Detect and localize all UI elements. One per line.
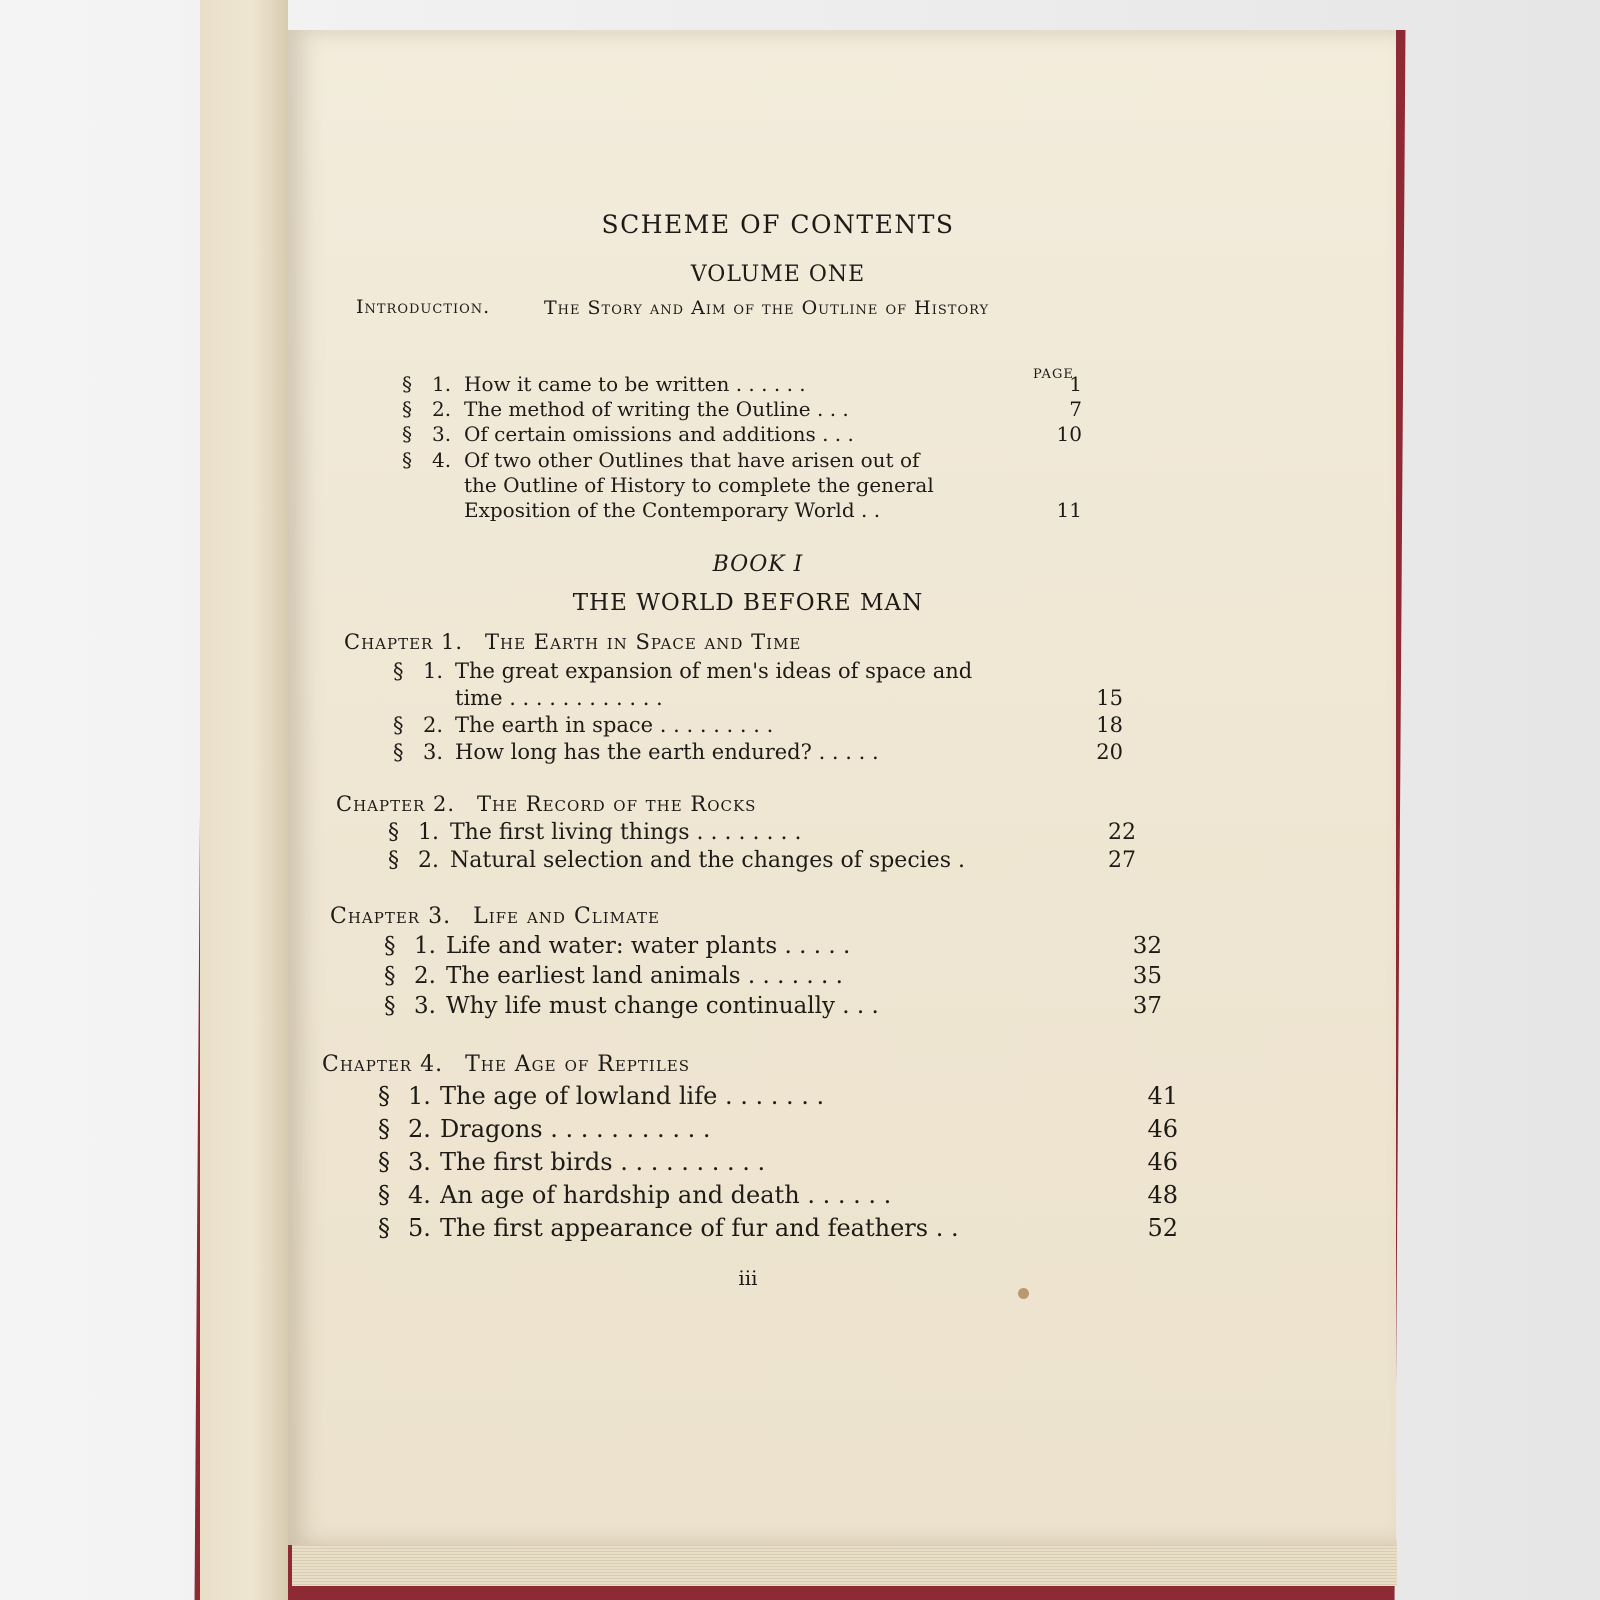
list-item bbox=[378, 1148, 1178, 1176]
section-symbol: § bbox=[388, 820, 399, 845]
page-ref: 22 bbox=[1108, 820, 1136, 845]
section-symbol: § bbox=[402, 422, 412, 446]
part-heading: THE WORLD BEFORE MAN bbox=[572, 590, 924, 616]
list-item bbox=[402, 448, 1082, 523]
section-title-line: the Outline of History to complete the general bbox=[464, 473, 934, 497]
section-title: Dragons bbox=[440, 1115, 543, 1143]
leader-dots: . . . . . . . . . . . . bbox=[509, 686, 663, 710]
section-symbol: § bbox=[384, 993, 396, 1019]
section-title-line: time bbox=[455, 686, 503, 710]
section-symbol: § bbox=[378, 1214, 390, 1242]
chapter-label: Chapter 1. bbox=[344, 630, 464, 654]
section-title: The first living things bbox=[450, 820, 690, 845]
book-heading: BOOK I bbox=[712, 552, 804, 577]
leader-dots: . . . . . . . bbox=[747, 963, 843, 989]
chapter-heading bbox=[330, 904, 660, 929]
section-number: 2. bbox=[432, 397, 452, 421]
list-item bbox=[393, 658, 1123, 712]
volume-heading: VOLUME ONE bbox=[690, 262, 866, 287]
chapter-heading bbox=[344, 630, 801, 654]
list-item bbox=[402, 397, 1082, 421]
section-number: 1. bbox=[414, 933, 436, 959]
section-title-line: Exposition of the Contemporary World bbox=[464, 498, 855, 522]
chapter-heading bbox=[322, 1052, 690, 1077]
section-symbol: § bbox=[384, 963, 396, 989]
page-column-header: PAGE bbox=[1033, 367, 1074, 382]
page-edges bbox=[292, 1540, 1397, 1586]
page-ref: 18 bbox=[1096, 713, 1123, 737]
page-ref: 48 bbox=[1147, 1181, 1178, 1209]
section-number: 2. bbox=[408, 1115, 431, 1143]
section-title: How long has the earth endured? bbox=[455, 740, 812, 764]
list-item bbox=[378, 1115, 1178, 1143]
leader-dots: . . . . . bbox=[784, 933, 851, 959]
page-ref: 27 bbox=[1108, 848, 1136, 873]
section-title: The earliest land animals bbox=[446, 963, 741, 989]
list-item bbox=[402, 422, 1082, 446]
section-symbol: § bbox=[393, 713, 404, 737]
section-number: 4. bbox=[408, 1181, 431, 1209]
page-ref: 11 bbox=[1056, 498, 1082, 522]
intro-label: Introduction. bbox=[356, 296, 491, 318]
page-ref: 41 bbox=[1147, 1082, 1178, 1110]
section-title: Of certain omissions and additions bbox=[464, 422, 816, 446]
list-item bbox=[393, 740, 1123, 764]
leader-dots: . . . bbox=[822, 422, 854, 446]
section-symbol: § bbox=[402, 372, 412, 396]
section-number: 3. bbox=[432, 422, 452, 446]
section-symbol: § bbox=[378, 1148, 390, 1176]
leader-dots: . . . . . bbox=[818, 740, 879, 764]
page-ref: 15 bbox=[1096, 686, 1123, 710]
page-number: iii bbox=[738, 1266, 758, 1290]
section-symbol: § bbox=[393, 659, 404, 683]
list-item bbox=[384, 993, 1162, 1019]
page-ref: 20 bbox=[1096, 740, 1123, 764]
page-ref: 37 bbox=[1132, 993, 1162, 1019]
page-ref: 7 bbox=[1069, 397, 1082, 421]
list-item bbox=[393, 713, 1123, 737]
list-item bbox=[378, 1082, 1178, 1110]
section-symbol: § bbox=[384, 933, 396, 959]
chapter-title: The Age of Reptiles bbox=[465, 1052, 691, 1077]
section-title: The first appearance of fur and feathers bbox=[440, 1214, 929, 1242]
chapter-title: Life and Climate bbox=[473, 904, 660, 929]
leader-dots: . . . . . . bbox=[807, 1181, 892, 1209]
section-number: 1. bbox=[423, 659, 444, 683]
section-symbol: § bbox=[378, 1082, 390, 1110]
contents-sheet bbox=[288, 30, 1396, 1545]
section-number: 2. bbox=[423, 713, 444, 737]
leader-dots: . . . bbox=[842, 993, 879, 1019]
section-number: 2. bbox=[414, 963, 436, 989]
list-item bbox=[378, 1214, 1178, 1242]
section-symbol: § bbox=[402, 448, 412, 472]
chapter-label: Chapter 2. bbox=[336, 792, 456, 816]
page-ref: 46 bbox=[1147, 1115, 1178, 1143]
list-item bbox=[402, 372, 1082, 396]
section-symbol: § bbox=[378, 1115, 390, 1143]
section-title-line: The great expansion of men's ideas of space and bbox=[455, 659, 973, 683]
page-ref: 46 bbox=[1147, 1148, 1178, 1176]
list-item bbox=[384, 933, 1162, 959]
page-title: SCHEME OF CONTENTS bbox=[601, 210, 955, 239]
paper-blemish bbox=[1018, 1288, 1029, 1299]
section-title: The method of writing the Outline bbox=[464, 397, 811, 421]
chapter-heading bbox=[336, 792, 756, 816]
chapter-title: The Earth in Space and Time bbox=[485, 630, 802, 654]
leader-dots: . . . . . . . . bbox=[696, 820, 802, 845]
leader-dots: . . . . . . . . . bbox=[659, 713, 774, 737]
section-number: 5. bbox=[408, 1214, 431, 1242]
section-title: Life and water: water plants bbox=[446, 933, 778, 959]
section-title: An age of hardship and death bbox=[440, 1181, 800, 1209]
page-ref: 52 bbox=[1147, 1214, 1178, 1242]
leader-dots: . . . . . . . . . . bbox=[620, 1148, 766, 1176]
list-item bbox=[388, 820, 1136, 845]
section-number: 2. bbox=[418, 848, 439, 873]
section-number: 1. bbox=[408, 1082, 431, 1110]
section-number: 3. bbox=[414, 993, 436, 1019]
section-title-line: Of two other Outlines that have arisen out of bbox=[464, 448, 920, 472]
leader-dots: . . . . . . . . . . . bbox=[550, 1115, 711, 1143]
leader-dots: . . . . . . . bbox=[724, 1082, 825, 1110]
leader-dots: . . bbox=[860, 498, 881, 522]
section-title: How it came to be written bbox=[464, 372, 730, 396]
section-title: The first birds bbox=[440, 1148, 613, 1176]
chapter-title: The Record of the Rocks bbox=[477, 792, 757, 816]
facing-page bbox=[200, 0, 288, 1600]
page-ref: 10 bbox=[1056, 422, 1082, 446]
page-ref: 1 bbox=[1069, 372, 1082, 396]
section-number: 3. bbox=[423, 740, 444, 764]
leader-dots: . bbox=[958, 848, 965, 873]
section-title: Natural selection and the changes of species bbox=[450, 848, 951, 873]
section-title: Why life must change continually bbox=[446, 993, 835, 1019]
section-symbol: § bbox=[402, 397, 412, 421]
section-symbol: § bbox=[378, 1181, 390, 1209]
list-item bbox=[384, 963, 1162, 989]
intro-title: The Story and Aim of the Outline of History bbox=[544, 297, 990, 319]
page-ref: 35 bbox=[1132, 963, 1162, 989]
chapter-label: Chapter 3. bbox=[330, 904, 452, 929]
section-number: 1. bbox=[418, 820, 439, 845]
section-symbol: § bbox=[393, 740, 404, 764]
leader-dots: . . . bbox=[816, 397, 849, 421]
leader-dots: . . bbox=[935, 1214, 959, 1242]
chapter-label: Chapter 4. bbox=[322, 1052, 444, 1077]
section-title: The earth in space bbox=[455, 713, 654, 737]
section-number: 3. bbox=[408, 1148, 431, 1176]
book-page bbox=[288, 30, 1396, 1545]
section-number: 4. bbox=[432, 448, 452, 472]
section-number: 1. bbox=[432, 372, 452, 396]
page-ref: 32 bbox=[1132, 933, 1162, 959]
list-item bbox=[378, 1181, 1178, 1209]
section-symbol: § bbox=[388, 848, 399, 873]
list-item bbox=[388, 848, 1136, 873]
leader-dots: . . . . . . bbox=[735, 372, 806, 396]
section-title: The age of lowland life bbox=[440, 1082, 718, 1110]
